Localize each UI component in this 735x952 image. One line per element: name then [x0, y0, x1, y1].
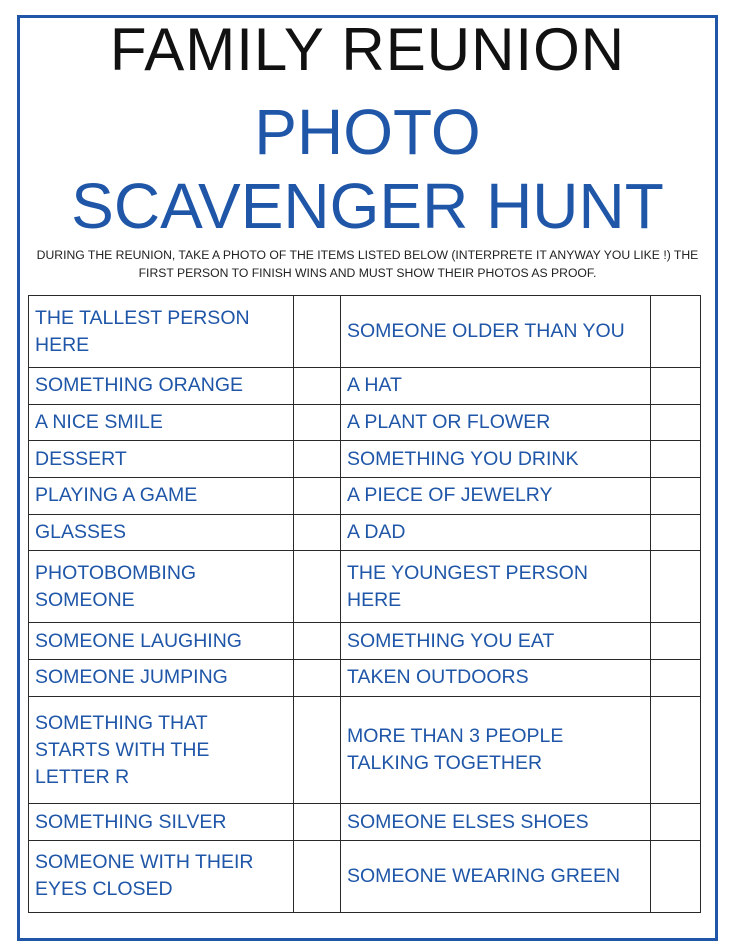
item-label-left: SOMETHING SILVER	[29, 804, 294, 841]
checklist-row	[29, 514, 701, 551]
subtitle-scavenger-hunt: SCAVENGER HUNT	[71, 170, 664, 242]
checklist-table	[28, 295, 701, 913]
checkbox-left[interactable]	[294, 551, 341, 623]
item-label-right: A DAD	[341, 514, 651, 551]
subtitle-photo: PHOTO	[254, 96, 481, 168]
item-label-right: A PLANT OR FLOWER	[341, 404, 651, 441]
item-label-right: SOMETHING YOU DRINK	[341, 441, 651, 478]
checkbox-left[interactable]	[294, 368, 341, 405]
item-label-right: SOMEONE WEARING GREEN	[341, 840, 651, 912]
item-label-left: SOMEONE JUMPING	[29, 660, 294, 697]
checkbox-left[interactable]	[294, 478, 341, 515]
item-label-left: SOMETHING ORANGE	[29, 368, 294, 405]
checkbox-left[interactable]	[294, 404, 341, 441]
item-label-left: THE TALLEST PERSON HERE	[29, 296, 294, 368]
checkbox-right[interactable]	[651, 368, 701, 405]
checklist-row	[29, 404, 701, 441]
checkbox-right[interactable]	[651, 404, 701, 441]
checklist-row	[29, 696, 701, 803]
item-label-right: THE YOUNGEST PERSON HERE	[341, 551, 651, 623]
checklist-row	[29, 478, 701, 515]
checkbox-left[interactable]	[294, 840, 341, 912]
checklist-row	[29, 441, 701, 478]
checklist-row	[29, 804, 701, 841]
checklist-row	[29, 551, 701, 623]
checkbox-left[interactable]	[294, 696, 341, 803]
item-label-right: MORE THAN 3 PEOPLE TALKING TOGETHER	[341, 696, 651, 803]
checkbox-left[interactable]	[294, 804, 341, 841]
item-label-right: TAKEN OUTDOORS	[341, 660, 651, 697]
item-label-left: DESSERT	[29, 441, 294, 478]
checkbox-right[interactable]	[651, 840, 701, 912]
item-label-right: A PIECE OF JEWELRY	[341, 478, 651, 515]
item-label-right: SOMETHING YOU EAT	[341, 623, 651, 660]
checkbox-right[interactable]	[651, 804, 701, 841]
checkbox-right[interactable]	[651, 551, 701, 623]
checkbox-right[interactable]	[651, 660, 701, 697]
item-label-left: PLAYING A GAME	[29, 478, 294, 515]
checkbox-right[interactable]	[651, 696, 701, 803]
item-label-left: SOMETHING THAT STARTS WITH THE LETTER R	[29, 696, 294, 803]
checkbox-right[interactable]	[651, 623, 701, 660]
checkbox-right[interactable]	[651, 296, 701, 368]
checkbox-right[interactable]	[651, 478, 701, 515]
checklist-row	[29, 296, 701, 368]
checklist-row	[29, 368, 701, 405]
item-label-left: SOMEONE WITH THEIR EYES CLOSED	[29, 840, 294, 912]
checkbox-left[interactable]	[294, 296, 341, 368]
checkbox-left[interactable]	[294, 441, 341, 478]
checkbox-left[interactable]	[294, 660, 341, 697]
item-label-right: SOMEONE OLDER THAN YOU	[341, 296, 651, 368]
checklist-row	[29, 840, 701, 912]
item-label-left: PHOTOBOMBING SOMEONE	[29, 551, 294, 623]
item-label-right: A HAT	[341, 368, 651, 405]
checkbox-right[interactable]	[651, 514, 701, 551]
item-label-right: SOMEONE ELSES SHOES	[341, 804, 651, 841]
instructions-text: DURING THE REUNION, TAKE A PHOTO OF THE ITEMS LISTED BELOW (INTERPRETE IT ANYWAY YOU LIKE !) THE FIRST PERSON TO FINISH WINS AND MUST SHOW THEIR PHOTOS AS PROOF.	[36, 248, 699, 280]
page-title: FAMILY REUNION	[109, 16, 626, 83]
checkbox-right[interactable]	[651, 441, 701, 478]
checklist-row	[29, 623, 701, 660]
item-label-left: SOMEONE LAUGHING	[29, 623, 294, 660]
item-label-left: GLASSES	[29, 514, 294, 551]
item-label-left: A NICE SMILE	[29, 404, 294, 441]
checkbox-left[interactable]	[294, 623, 341, 660]
checklist-row	[29, 660, 701, 697]
checkbox-left[interactable]	[294, 514, 341, 551]
